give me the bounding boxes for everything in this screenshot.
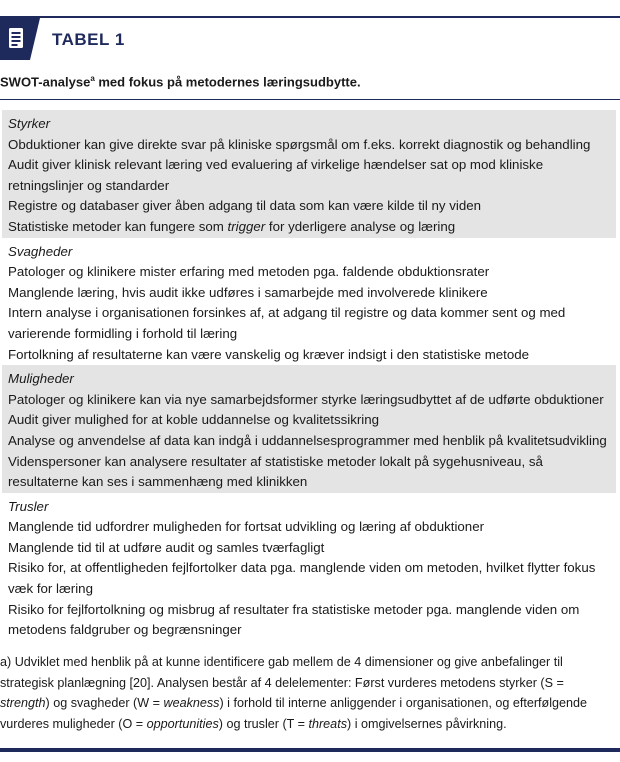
footnote-text: ) i omgivelsernes påvirkning.	[347, 716, 507, 731]
list-item: Fortolkning af resultaterne kan være vanskelig og kræver indsigt i den statistiske metode	[8, 346, 530, 362]
footnote-text: a) Udviklet med henblik på at kunne identificere gab mellem de 4 dimensioner og give anbefalinger til strategisk planlægning [20]. Analysen består af 4 delelementer: Først vurderes metodens styrker (S =	[0, 655, 564, 690]
footnote-emphasis: opportunities	[146, 716, 219, 731]
footnote-emphasis: threats	[308, 716, 347, 731]
list-item: Analyse og anvendelse af data kan indgå i uddannelsesprogrammer med henblik på kvalitetsudvikling	[8, 432, 607, 448]
section-heading: Trusler	[8, 498, 49, 514]
section-muligheder	[2, 365, 616, 493]
list-item: Risiko for, at offentligheden fejlfortolker data pga. manglende viden om metoden, hvilket flytter fokus væk for læring	[8, 560, 596, 597]
section-heading: Svagheder	[8, 243, 73, 259]
list-item: Manglende tid udfordrer muligheden for fortsat udvikling og læring af obduktioner	[8, 519, 485, 535]
table-badge	[0, 18, 40, 60]
caption-text: SWOT-analyse	[0, 74, 91, 90]
section-heading: Styrker	[8, 116, 51, 131]
list-item-emphasis: trigger	[227, 218, 266, 234]
caption-text-rest: med fokus på metodernes læringsudbytte.	[94, 74, 361, 90]
table-caption	[0, 74, 620, 89]
document-list-icon	[8, 27, 24, 49]
caption-footnote-mark: a	[90, 74, 95, 83]
top-rule	[0, 16, 620, 18]
list-item: Obduktioner kan give direkte svar på kliniske spørgsmål om f.eks. korrekt diagnostik og behandling	[8, 136, 591, 152]
section-trusler	[2, 493, 616, 641]
footnote-text: ) og trusler (T =	[218, 716, 309, 731]
list-item	[8, 217, 612, 238]
section-svagheder	[2, 238, 616, 366]
bottom-rule	[0, 748, 620, 752]
list-item: Intern analyse i organisationen forsinkes af, at adgang til registre og data kommer sent og med varierende formidling i forhold til læring	[8, 305, 566, 341]
swot-table	[2, 110, 616, 641]
list-item-text: for yderligere analyse og læring	[265, 218, 456, 234]
list-item: Patologer og klinikere kan via nye samarbejdsformer styrke læringsudbyttet af de udførte obduktioner	[8, 391, 604, 407]
list-item: Audit giver mulighed for at koble uddannelse og kvalitetssikring	[8, 412, 380, 428]
footnote-emphasis: weakness	[163, 696, 220, 711]
list-item: Manglende læring, hvis audit ikke udføres i samarbejde med involverede klinikere	[8, 284, 488, 300]
footnote-text: ) og svagheder (W =	[45, 696, 164, 711]
list-item: Manglende tid til at udføre audit og samles tværfagligt	[8, 539, 325, 555]
table-label: TABEL 1	[52, 30, 125, 49]
section-styrker	[2, 110, 616, 238]
list-item: Registre og databaser giver åben adgang til data som kan være kilde til ny viden	[8, 198, 482, 214]
list-item: Risiko for fejlfortolkning og misbrug af resultater fra statistiske metoder pga. manglende viden om metodens faldgruber og begrænsninger	[8, 601, 580, 638]
footnote-text: ) i forhold til interne anliggender i organisationen, og efterfølgende vurderes muligheder (O =	[0, 696, 588, 731]
section-heading: Muligheder	[8, 371, 74, 387]
list-item: Videnspersoner kan analysere resultater af statistiske metoder lokalt på sygehusniveau, så resultaterne kan ses i sammenhæng med klinikken	[8, 453, 543, 490]
list-item: Patologer og klinikere mister erfaring med metoden pga. faldende obduktionsrater	[8, 264, 490, 280]
footnote-emphasis: strength	[0, 696, 46, 711]
list-item-text: Statistiske metoder kan fungere som	[8, 218, 228, 234]
caption-rule	[0, 99, 620, 100]
list-item: Audit giver klinisk relevant læring ved evaluering af virkelige hændelser sat op mod kliniske retningslinjer og standarder	[8, 157, 544, 193]
table-footnote	[0, 652, 612, 734]
